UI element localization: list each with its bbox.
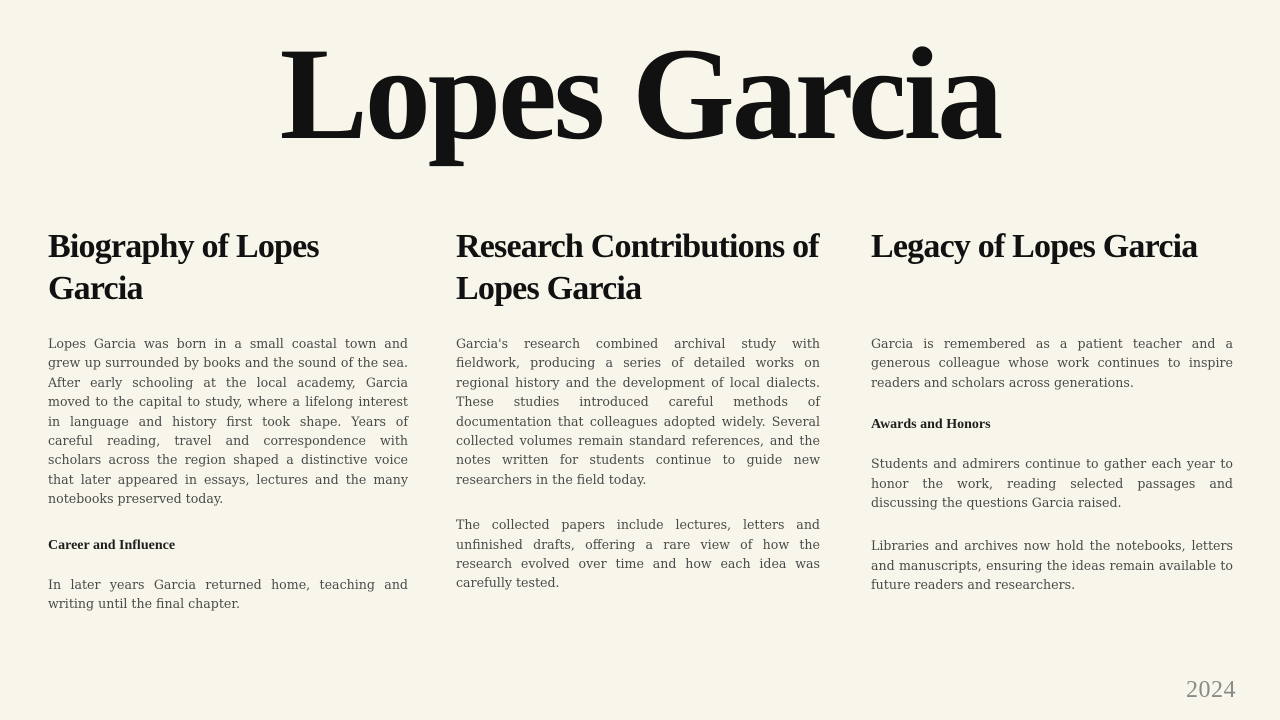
legacy-heading: Legacy of Lopes Garcia	[871, 228, 1198, 265]
biography-heading: Biography of Lopes Garcia	[48, 228, 319, 307]
page-title: Lopes Garcia	[279, 20, 1001, 167]
biography-subheading: Career and Influence	[48, 537, 176, 553]
biography-paragraph: In later years Garcia returned home, teaching and writing until the final chapter.	[48, 576, 408, 612]
legacy-paragraph: Garcia is remembered as a patient teacher and a generous colleague whose work continues to inspire readers and scholars across generations.	[871, 336, 1233, 390]
biography-column	[48, 226, 408, 613]
research-column	[456, 226, 820, 593]
legacy-column	[871, 226, 1233, 595]
biography-paragraph: Lopes Garcia was born in a small coastal town and grew up surrounded by books and the sound of the sea. After early schooling at the local academy, Garcia moved to the capital to study, where a lifelong interest in language and history first took shape. Years of careful reading, travel and correspondence with scholars across the region shaped a distinctive voice that later appeared in essays, lectures and the many notebooks preserved today.	[48, 336, 408, 507]
legacy-paragraph: Students and admirers continue to gather each year to honor the work, reading selected passages and discussing the questions Garcia raised.	[871, 456, 1233, 511]
research-heading: Research Contributions of Lopes Garcia	[456, 228, 819, 307]
year-label: 2024	[1186, 677, 1236, 703]
legacy-subheading: Awards and Honors	[871, 417, 991, 433]
legacy-paragraph: Libraries and archives now hold the notebooks, letters and manuscripts, ensuring the ideas remain available to future readers and researchers.	[871, 538, 1233, 593]
research-paragraph: The collected papers include lectures, letters and unfinished drafts, offering a rare view of how the research evolved over time and how each idea was carefully tested.	[456, 517, 820, 591]
research-paragraph: Garcia's research combined archival study with fieldwork, producing a series of detailed works on regional history and the development of local dialects. These studies introduced careful methods of documentation that colleagues adopted widely. Several collected volumes remain standard references, and the notes written for students continue to guide new researchers in the field today.	[456, 336, 820, 487]
